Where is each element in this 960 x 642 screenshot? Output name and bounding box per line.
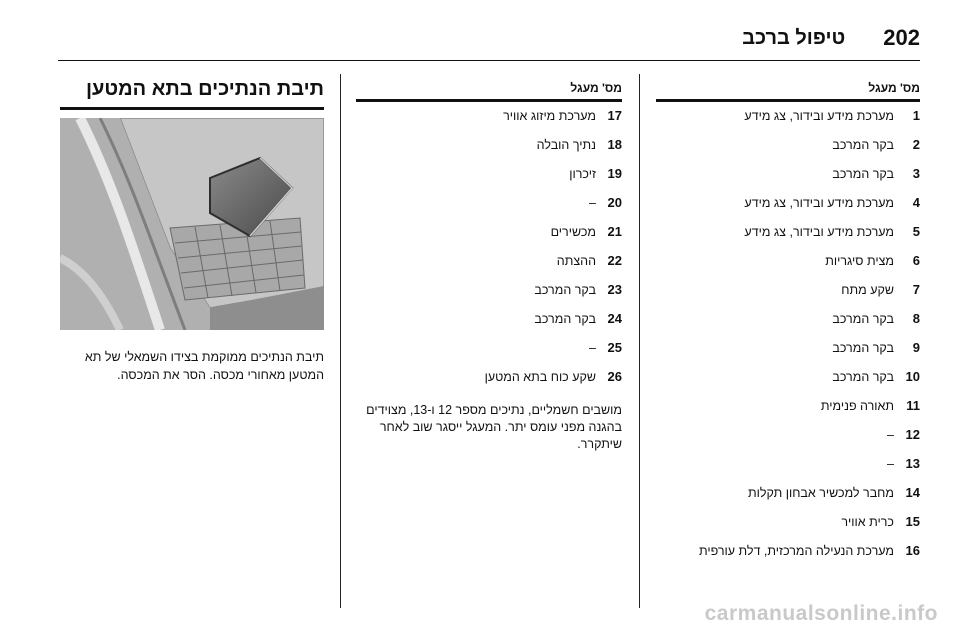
fuse-row (356, 166, 622, 195)
fuse-circuit: בקר המרכב (832, 370, 894, 384)
fuse-number: 12 (905, 427, 920, 442)
fuse-row (356, 253, 622, 282)
fuse-circuit: שקע כוח בתא המטען (484, 370, 596, 384)
fuse-number: 18 (607, 137, 622, 152)
table-heading: מס' מעגל (868, 81, 920, 95)
fuse-number: 22 (607, 253, 622, 268)
fuse-circuit: ההצתה (556, 254, 596, 268)
fuse-number: 21 (607, 224, 622, 239)
fuse-circuit: בקר המרכב (832, 167, 894, 181)
fuse-circuit: בקר המרכב (534, 283, 596, 297)
fuse-row (656, 224, 920, 253)
fuse-number: 20 (607, 195, 622, 210)
fuse-circuit: בקר המרכב (534, 312, 596, 326)
fusebox-photo (60, 118, 324, 330)
fuse-number: 23 (607, 282, 622, 297)
fuse-circuit: מערכת מידע ובידור, צג מידע (744, 196, 894, 210)
fuse-table-right (656, 80, 920, 572)
fuse-number: 1 (912, 108, 920, 123)
luggage-fusebox-section (60, 76, 324, 384)
fuse-circuit: בקר המרכב (832, 341, 894, 355)
page-title: טיפול ברכב (742, 26, 846, 49)
fuse-circuit: מערכת מידע ובידור, צג מידע (744, 109, 894, 123)
fuse-number: 5 (912, 224, 920, 239)
fuse-row (356, 282, 622, 311)
fuse-row (656, 543, 920, 572)
page-number: 202 (883, 25, 920, 50)
column-divider (639, 74, 640, 608)
fuse-number: 6 (912, 253, 920, 268)
table-heading: מס' מעגל (570, 81, 622, 95)
fuse-number: 10 (905, 369, 920, 384)
fuse-row (656, 282, 920, 311)
fuse-circuit: – (887, 428, 894, 442)
fuse-circuit: – (589, 196, 596, 210)
photo-caption: תיבת הנתיכים ממוקמת בצידו השמאלי של תא המטען מאחורי מכסה. הסר את המכסה. (84, 350, 324, 382)
fuse-number: 25 (607, 340, 622, 355)
fuse-row (656, 137, 920, 166)
fuse-row (356, 108, 622, 137)
fuse-circuit: תאורה פנימית (820, 399, 894, 413)
fuse-circuit: כרית אוויר (841, 515, 894, 529)
fuse-circuit: שקע מתח (841, 283, 894, 297)
fuse-circuit: מצית סיגריות (825, 254, 894, 268)
fuse-row (656, 253, 920, 282)
table-heading-rule (356, 99, 622, 102)
overload-note: מושבים חשמליים, נתיכים מספר 12 ו-13, מצוידים בהגנה מפני עומס יתר. המעגל ייסגר שוב לאחר שיתקרר. (366, 403, 622, 451)
section-title: תיבת הנתיכים בתא המטען (85, 78, 324, 100)
fuse-number: 13 (905, 456, 920, 471)
header-rule (58, 60, 920, 61)
fuse-row (356, 137, 622, 166)
fuse-row (656, 195, 920, 224)
fuse-row (656, 108, 920, 137)
fuse-number: 16 (905, 543, 920, 558)
fuse-table-middle (356, 80, 622, 453)
fuse-number: 9 (912, 340, 920, 355)
fuse-circuit: מערכת מיזוג אוויר (503, 109, 596, 123)
fuse-row (356, 340, 622, 369)
fuse-row (356, 369, 622, 398)
fuse-row (356, 195, 622, 224)
fuse-circuit: מערכת הנעילה המרכזית, דלת עורפית (698, 544, 894, 558)
fuse-circuit: בקר המרכב (832, 312, 894, 326)
fuse-number: 8 (912, 311, 920, 326)
fuse-row (656, 166, 920, 195)
fuse-number: 17 (607, 108, 622, 123)
fuse-row (356, 311, 622, 340)
fuse-row (656, 398, 920, 427)
fuse-number: 24 (607, 311, 622, 326)
fuse-row (656, 340, 920, 369)
watermark: carmanualsonline.info (704, 602, 938, 625)
fuse-circuit: נתיך הובלה (536, 138, 596, 152)
fuse-circuit: – (887, 457, 894, 471)
fuse-number: 15 (905, 514, 920, 529)
fuse-circuit: מערכת מידע ובידור, צג מידע (744, 225, 894, 239)
fuse-circuit: מחבר למכשיר אבחון תקלות (747, 486, 894, 500)
fuse-row (656, 311, 920, 340)
section-rule (60, 107, 324, 110)
fuse-circuit: מכשירים (550, 225, 596, 239)
fuse-row (656, 485, 920, 514)
fuse-number: 4 (912, 195, 920, 210)
fuse-number: 3 (912, 166, 920, 181)
fuse-circuit: זיכרון (569, 167, 596, 181)
fuse-number: 14 (905, 485, 920, 500)
fuse-circuit: – (589, 341, 596, 355)
fuse-circuit: בקר המרכב (832, 138, 894, 152)
fuse-number: 11 (906, 398, 920, 413)
table-heading-rule (656, 99, 920, 102)
fuse-row (656, 456, 920, 485)
column-divider (340, 74, 341, 608)
fuse-row (656, 369, 920, 398)
fuse-number: 2 (912, 137, 920, 152)
fuse-number: 7 (912, 282, 920, 297)
fuse-row (356, 224, 622, 253)
fusebox-illustration (60, 118, 324, 330)
fuse-row (656, 427, 920, 456)
fuse-row (656, 514, 920, 543)
fuse-number: 26 (607, 369, 622, 384)
page-header (60, 18, 920, 58)
fuse-number: 19 (607, 166, 622, 181)
